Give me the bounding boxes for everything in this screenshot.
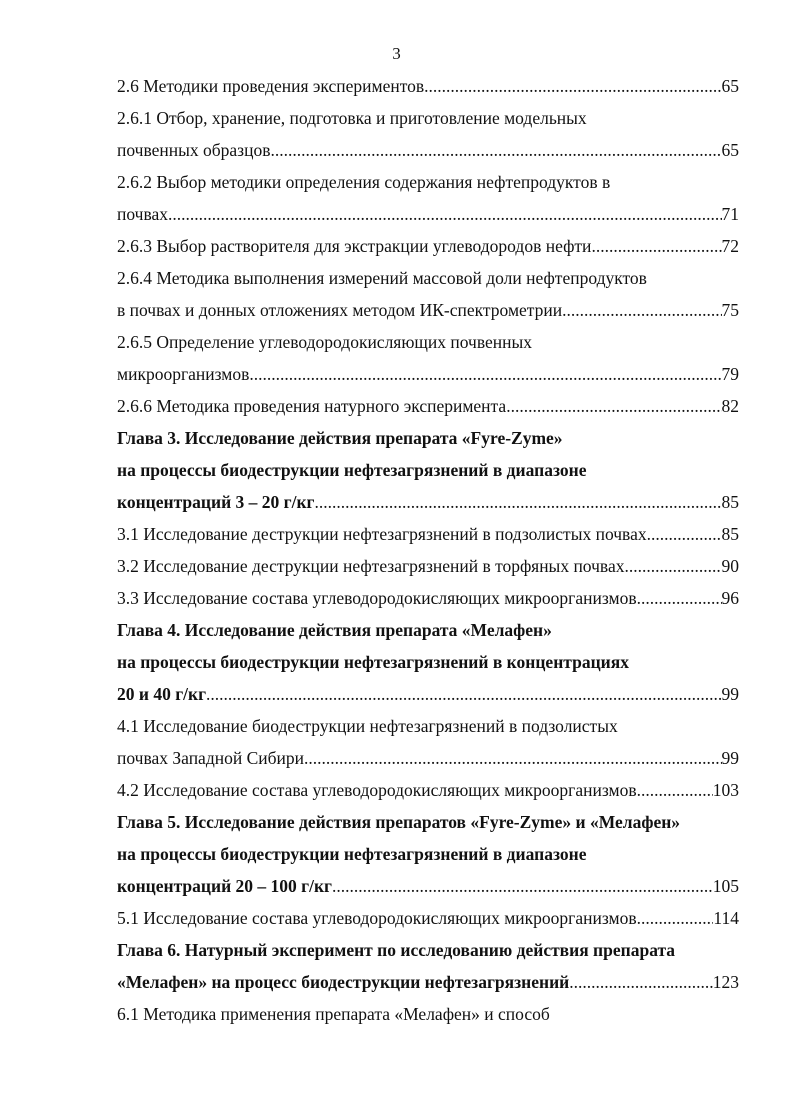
- toc-entry-page: 71: [721, 204, 739, 224]
- dot-leader: [624, 554, 721, 578]
- toc-entry-title: на процессы биодеструкции нефтезагрязнений в концентрациях: [117, 652, 629, 672]
- toc-entry-title: микроорганизмов: [117, 364, 250, 384]
- toc-entry: [117, 1002, 739, 1026]
- toc-entry: [117, 714, 739, 738]
- chapter-heading: [117, 490, 739, 514]
- toc-entry: [117, 74, 739, 98]
- chapter-heading: [117, 458, 739, 482]
- toc-entry-page: 65: [721, 76, 739, 96]
- toc-entry-title: 2.6.3 Выбор растворителя для экстракции углеводородов нефти: [117, 236, 592, 256]
- chapter-heading: [117, 970, 739, 994]
- chapter-heading: [117, 650, 739, 674]
- dot-leader: [249, 362, 721, 386]
- toc-entry-page: 65: [721, 140, 739, 160]
- toc-entry-title: концентраций 3 – 20 г/кг: [117, 492, 315, 512]
- toc-entry-title: «Мелафен» на процесс биодеструкции нефтезагрязнений: [117, 972, 570, 992]
- dot-leader: [637, 906, 714, 930]
- toc-entry-title: 3.2 Исследование деструкции нефтезагрязнений в торфяных почвах: [117, 556, 625, 576]
- chapter-heading: [117, 938, 739, 962]
- toc-entry-title: почвах Западной Сибири: [117, 748, 305, 768]
- toc-entry: [117, 298, 739, 322]
- toc-entry-page: 85: [721, 524, 739, 544]
- toc-entry-page: 103: [712, 780, 739, 800]
- toc-entry-title: Глава 5. Исследование действия препаратов «Fyre-Zyme» и «Мелафен»: [117, 812, 681, 832]
- toc-entry-page: 75: [721, 300, 739, 320]
- toc-entry: [117, 586, 739, 610]
- dot-leader: [562, 298, 721, 322]
- toc-entry: [117, 522, 739, 546]
- toc-entry-title: 2.6.5 Определение углеводородокисляющих почвенных: [117, 332, 533, 352]
- toc-entry-page: 85: [721, 492, 739, 512]
- toc-entry: [117, 362, 739, 386]
- toc-entry-title: 6.1 Методика применения препарата «Мелафен» и способ: [117, 1004, 550, 1024]
- toc-entry: [117, 906, 739, 930]
- toc-entry-title: 4.2 Исследование состава углеводородокисляющих микроорганизмов: [117, 780, 637, 800]
- chapter-heading: [117, 426, 739, 450]
- dot-leader: [569, 970, 713, 994]
- toc-entry: [117, 394, 739, 418]
- toc-entry: [117, 330, 739, 354]
- toc-entry-page: 72: [721, 236, 739, 256]
- dot-leader: [591, 234, 721, 258]
- toc-entry: [117, 266, 739, 290]
- dot-leader: [637, 586, 722, 610]
- chapter-heading: [117, 682, 739, 706]
- toc-entry-title: 2.6.6 Методика проведения натурного эксперимента: [117, 396, 507, 416]
- toc-entry: [117, 778, 739, 802]
- toc-entry-title: концентраций 20 – 100 г/кг: [117, 876, 332, 896]
- toc-entry-title: почвенных образцов: [117, 140, 271, 160]
- toc-entry-page: 105: [712, 876, 739, 896]
- toc-entry-title: 20 и 40 г/кг: [117, 684, 207, 704]
- toc-entry-page: 82: [721, 396, 739, 416]
- toc-entry-title: 2.6.2 Выбор методики определения содержания нефтепродуктов в: [117, 172, 611, 192]
- toc-entry: [117, 170, 739, 194]
- toc-entry: [117, 234, 739, 258]
- dot-leader: [424, 74, 721, 98]
- toc-entry-title: 5.1 Исследование состава углеводородокисляющих микроорганизмов: [117, 908, 637, 928]
- toc-entry-page: 79: [721, 364, 739, 384]
- dot-leader: [332, 874, 713, 898]
- toc-entry-title: 2.6.1 Отбор, хранение, подготовка и приготовление модельных: [117, 108, 587, 128]
- toc-entry: [117, 554, 739, 578]
- toc-entry: [117, 202, 739, 226]
- toc-entry-page: 99: [721, 684, 739, 704]
- toc-entry-page: 114: [713, 908, 739, 928]
- toc-entry-title: Глава 3. Исследование действия препарата «Fyre-Zyme»: [117, 428, 563, 448]
- toc-entry-title: почвах: [117, 204, 169, 224]
- toc-entry: [117, 746, 739, 770]
- toc-entry-title: на процессы биодеструкции нефтезагрязнений в диапазоне: [117, 460, 587, 480]
- toc-entry-page: 99: [721, 748, 739, 768]
- page-number: 3: [392, 44, 401, 63]
- toc-entry: [117, 138, 739, 162]
- dot-leader: [270, 138, 721, 162]
- toc-entry-title: 2.6 Методики проведения экспериментов: [117, 76, 425, 96]
- toc-entry-title: Глава 4. Исследование действия препарата «Мелафен»: [117, 620, 552, 640]
- chapter-heading: [117, 874, 739, 898]
- toc-entry-page: 90: [721, 556, 739, 576]
- chapter-heading: [117, 810, 739, 834]
- dot-leader: [206, 682, 721, 706]
- dot-leader: [168, 202, 721, 226]
- dot-leader: [637, 778, 713, 802]
- dot-leader: [304, 746, 721, 770]
- toc-entry-title: 2.6.4 Методика выполнения измерений массовой доли нефтепродуктов: [117, 268, 647, 288]
- dot-leader: [647, 522, 722, 546]
- toc-entry-page: 96: [721, 588, 739, 608]
- toc-entry-page: 123: [712, 972, 739, 992]
- dot-leader: [506, 394, 721, 418]
- toc-entry-title: Глава 6. Натурный эксперимент по исследованию действия препарата: [117, 940, 676, 960]
- toc-entry-title: 3.3 Исследование состава углеводородокисляющих микроорганизмов: [117, 588, 637, 608]
- toc-entry-title: 4.1 Исследование биодеструкции нефтезагрязнений в подзолистых: [117, 716, 618, 736]
- toc-entry-title: на процессы биодеструкции нефтезагрязнений в диапазоне: [117, 844, 587, 864]
- toc-entry-title: 3.1 Исследование деструкции нефтезагрязнений в подзолистых почвах: [117, 524, 647, 544]
- chapter-heading: [117, 618, 739, 642]
- dot-leader: [315, 490, 722, 514]
- toc-entry-title: в почвах и донных отложениях методом ИК-спектрометрии: [117, 300, 563, 320]
- chapter-heading: [117, 842, 739, 866]
- toc-entry: [117, 106, 739, 130]
